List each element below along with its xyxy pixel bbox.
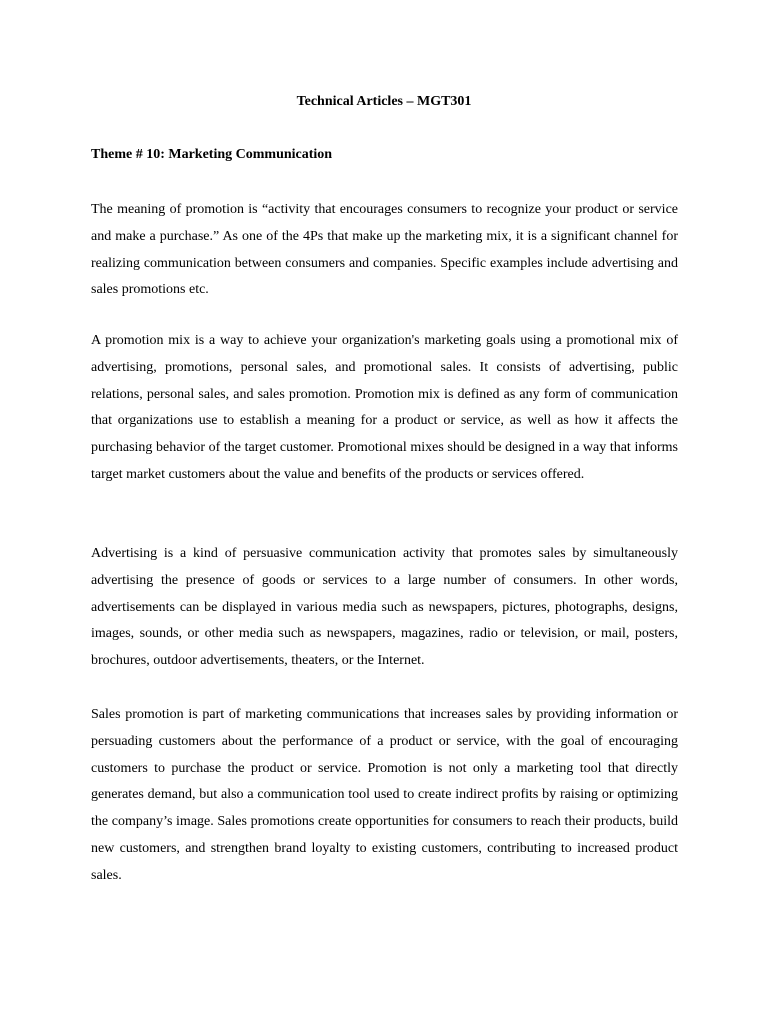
theme-heading: Theme # 10: Marketing Communication xyxy=(91,147,333,162)
document-title: Technical Articles – MGT301 xyxy=(296,94,472,109)
paragraph-promotion-mix: A promotion mix is a way to achieve your organization's marketing goals using a promotional mix of advertising, promotions, personal sales, and promotional sales. It consists of advertising, public relations, personal sales, and sales promotion. Promotion mix is defined as any form of communication that organizations use to establish a meaning for a product or service, as well as how it affects the purchasing behavior of the target customer. Promotional mixes should be designed in a way that informs target market customers about the value and benefits of the products or services offered. xyxy=(91,333,678,482)
paragraph-sales-promotion: Sales promotion is part of marketing communications that increases sales by providing information or persuading customers about the performance of a product or service, with the goal of encouraging customers to purchase the product or service. Promotion is not only a marketing tool that directly generates demand, but also a communication tool used to create indirect profits by raising or optimizing the company’s image. Sales promotions create opportunities for consumers to reach their products, build new customers, and strengthen brand loyalty to existing customers, contributing to increased product sales. xyxy=(91,707,678,883)
paragraph-promotion-meaning: The meaning of promotion is “activity that encourages consumers to recognize your product or service and make a purchase.” As one of the 4Ps that make up the marketing mix, it is a significant channel for realizing communication between consumers and companies. Specific examples include advertising and sales promotions etc. xyxy=(91,202,678,298)
paragraph-advertising: Advertising is a kind of persuasive communication activity that promotes sales by simultaneously advertising the presence of goods or services to a large number of consumers. In other words, advertisements can be displayed in various media such as newspapers, pictures, photographs, designs, images, sounds, or other media such as newspapers, magazines, radio or television, or mail, posters, brochures, outdoor advertisements, theaters, or the Internet. xyxy=(91,546,678,669)
